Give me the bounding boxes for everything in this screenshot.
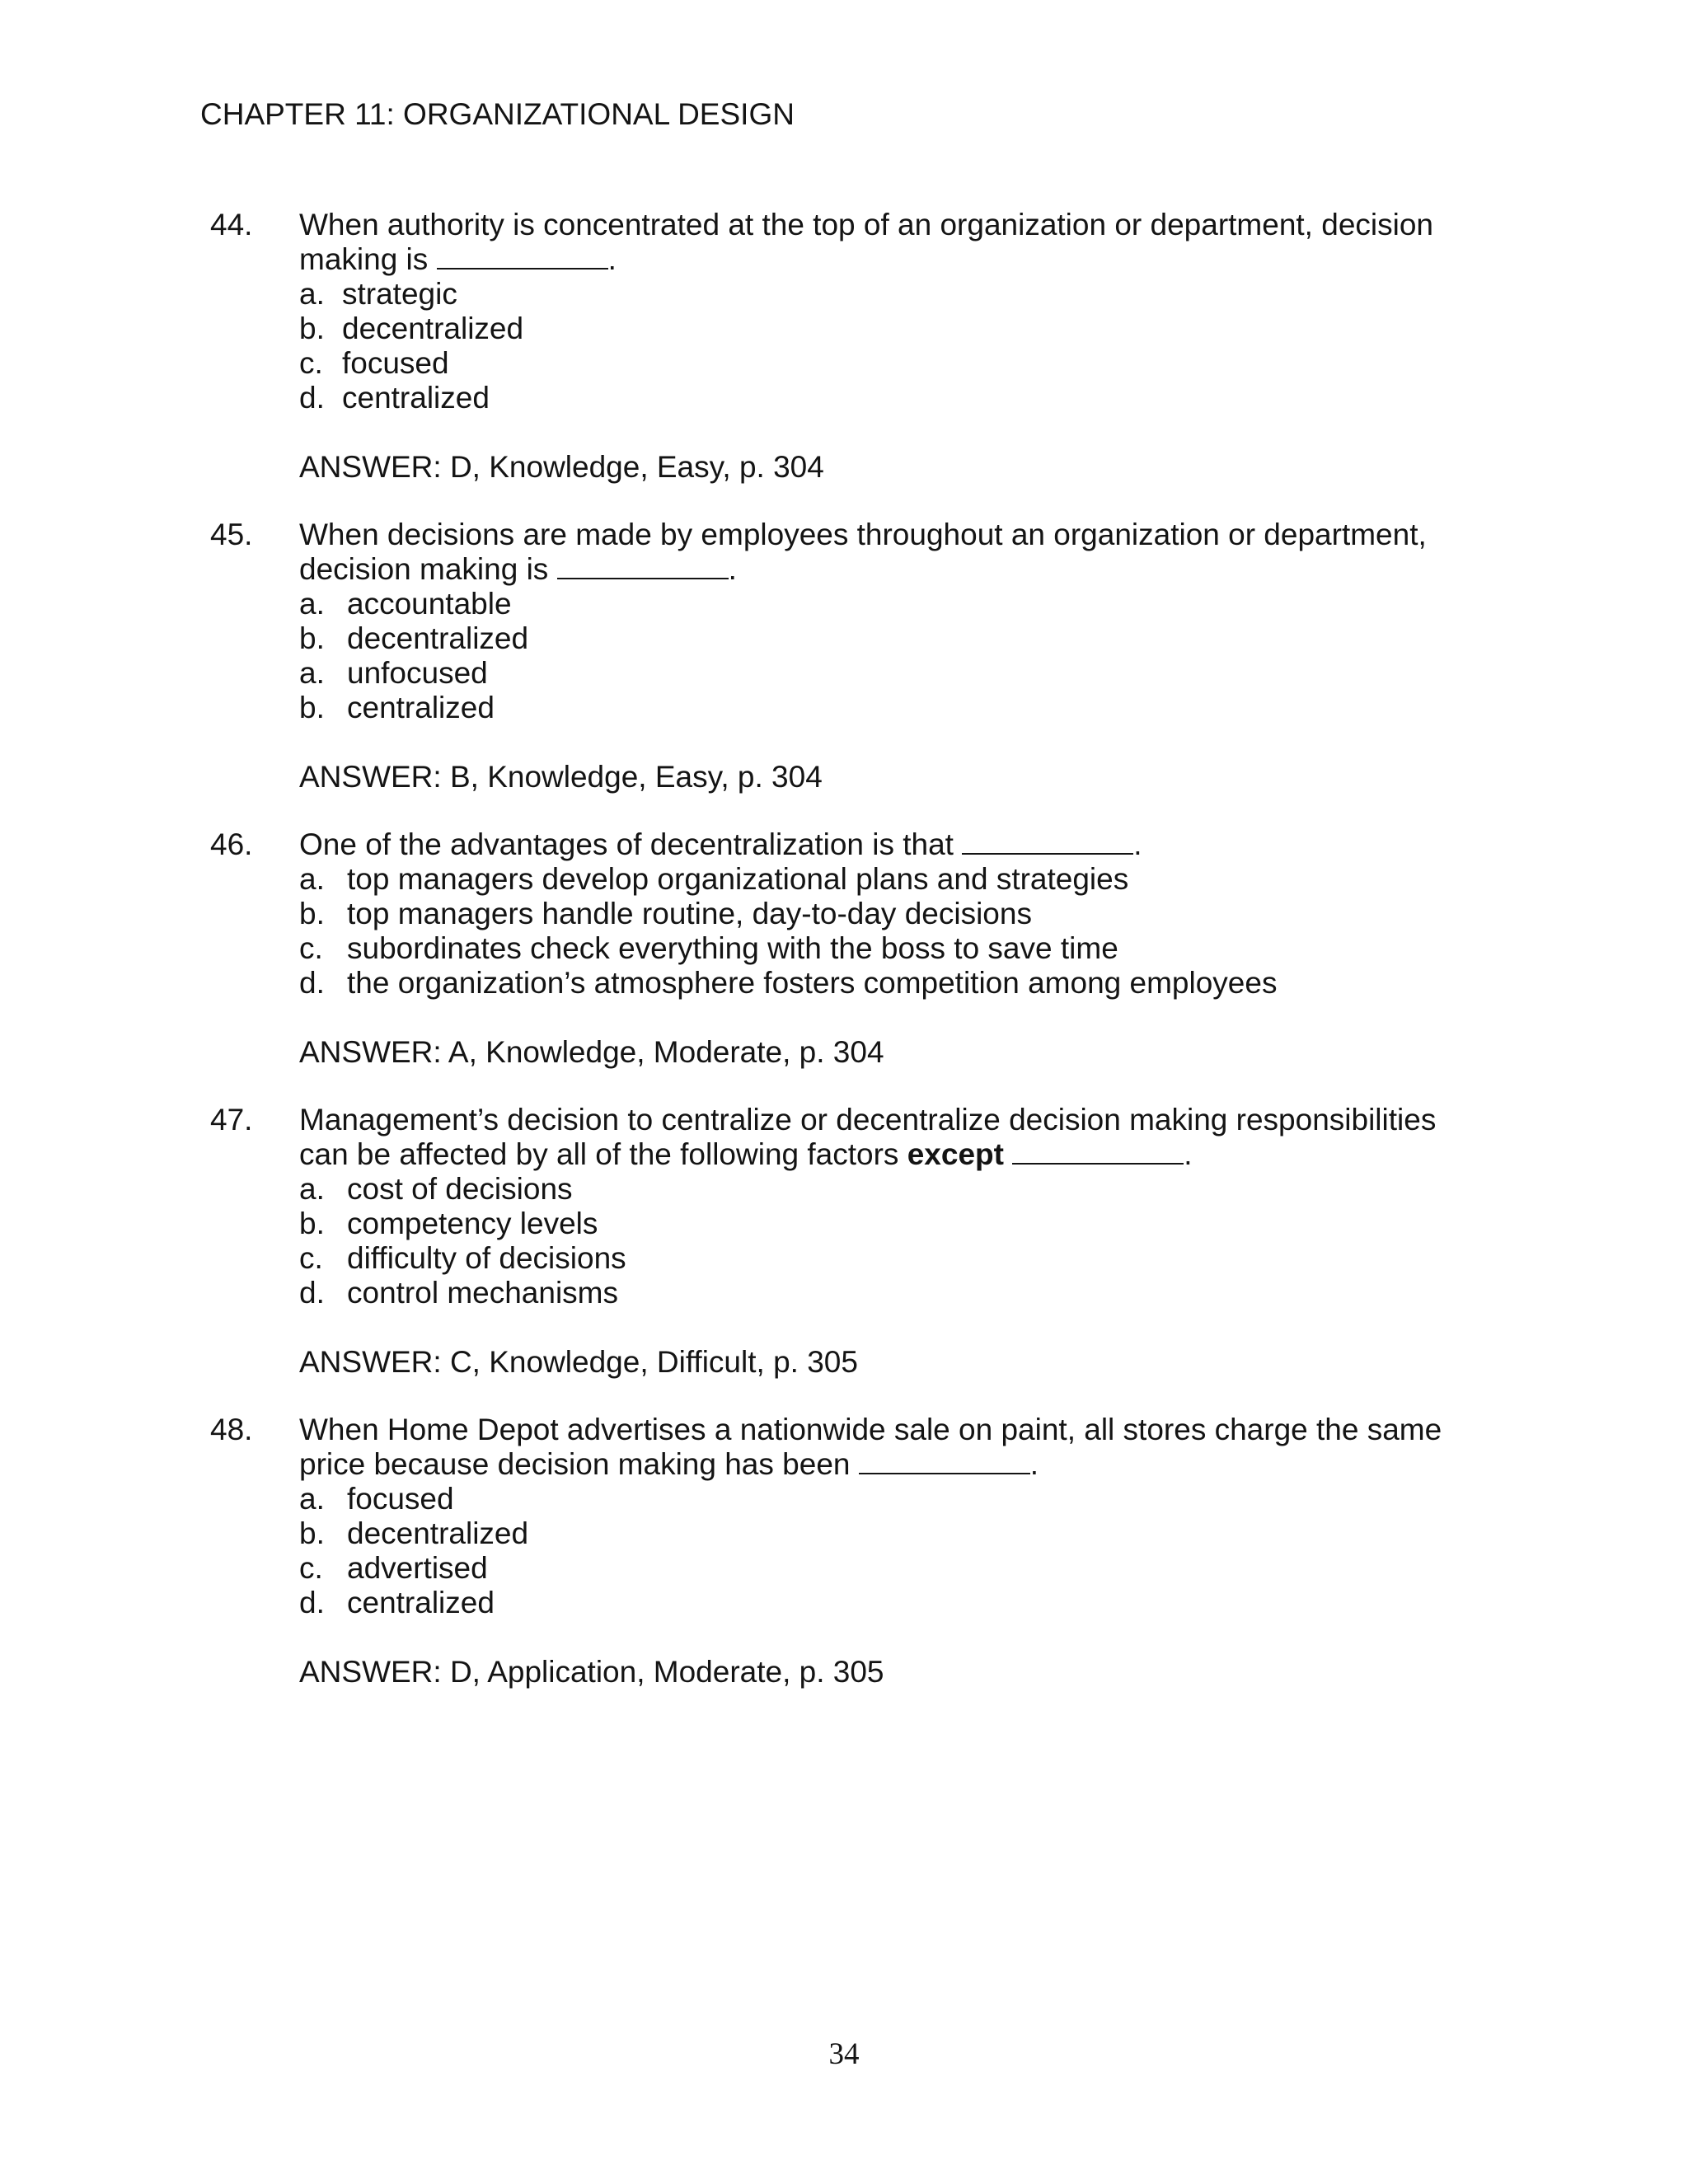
option-letter: b. xyxy=(299,691,325,724)
option-text: the organization’s atmosphere fosters competition among employees xyxy=(347,966,1278,1000)
option-letter: a. xyxy=(299,277,325,311)
chapter-title: CHAPTER 11: ORGANIZATIONAL DESIGN xyxy=(200,97,795,131)
option-text: top managers develop organizational plans and strategies xyxy=(347,862,1129,896)
option-letter: c. xyxy=(299,1551,323,1585)
option-letter: d. xyxy=(299,966,325,1000)
option-letter: a. xyxy=(299,1172,325,1206)
option-letter: c. xyxy=(299,931,323,965)
question-list xyxy=(0,208,1688,1722)
answer-blank xyxy=(557,553,729,579)
stem-text: One of the advantages of decentralization is that xyxy=(299,827,954,861)
option-text: focused xyxy=(342,346,449,380)
option-text: decentralized xyxy=(347,1516,529,1550)
option-text: decentralized xyxy=(347,621,529,655)
option-letter: b. xyxy=(299,1207,325,1240)
question-48 xyxy=(0,1413,1688,1690)
question-44 xyxy=(0,208,1688,485)
option-letter: a. xyxy=(299,587,325,621)
question-stem xyxy=(299,1413,1470,1482)
answer-blank xyxy=(437,243,608,269)
option-letter: b. xyxy=(299,621,325,655)
question-stem xyxy=(299,208,1470,277)
stem-end: . xyxy=(1029,1447,1039,1481)
stem-text: Management’s decision to centralize or decentralize decision making responsibilities can be affected by all of the following factors xyxy=(299,1103,1437,1171)
option-text: advertised xyxy=(347,1551,488,1585)
option-a xyxy=(299,862,1470,897)
option-b xyxy=(299,1516,1470,1551)
option-a xyxy=(299,1172,1470,1207)
question-46 xyxy=(0,827,1688,1070)
option-list xyxy=(299,1172,1470,1310)
option-letter: d. xyxy=(299,1586,325,1619)
option-c xyxy=(299,1551,1470,1586)
answer-key: ANSWER: B, Knowledge, Easy, p. 304 xyxy=(299,760,823,794)
option-text: unfocused xyxy=(347,656,488,690)
stem-end: . xyxy=(1184,1137,1193,1171)
question-body xyxy=(299,208,1470,485)
answer-blank xyxy=(962,828,1133,855)
question-stem xyxy=(299,1103,1470,1172)
option-letter: d. xyxy=(299,381,325,415)
option-text: centralized xyxy=(342,381,490,415)
option-text: control mechanisms xyxy=(347,1276,619,1310)
question-number: 48. xyxy=(210,1413,253,1446)
option-text: top managers handle routine, day-to-day decisions xyxy=(347,897,1032,930)
answer-key: ANSWER: D, Knowledge, Easy, p. 304 xyxy=(299,450,824,484)
question-number: 47. xyxy=(210,1103,253,1137)
option-d xyxy=(299,381,1470,415)
option-letter: b. xyxy=(299,897,325,930)
option-letter: a. xyxy=(299,862,325,896)
question-body xyxy=(299,1413,1470,1690)
option-b xyxy=(299,312,1470,346)
option-c xyxy=(299,656,1470,691)
option-a xyxy=(299,277,1470,312)
answer-key: ANSWER: C, Knowledge, Difficult, p. 305 xyxy=(299,1345,858,1379)
option-b xyxy=(299,621,1470,656)
option-text: difficulty of decisions xyxy=(347,1241,626,1275)
page-number: 34 xyxy=(828,2037,860,2071)
option-letter: b. xyxy=(299,1516,325,1550)
stem-end: . xyxy=(1133,827,1142,861)
stem-text: When authority is concentrated at the top of an organization or department, decision making is xyxy=(299,208,1433,276)
option-list xyxy=(299,277,1470,415)
option-d xyxy=(299,691,1470,725)
answer-key: ANSWER: A, Knowledge, Moderate, p. 304 xyxy=(299,1035,884,1069)
option-letter: a. xyxy=(299,656,325,690)
option-d xyxy=(299,966,1470,1001)
option-a xyxy=(299,587,1470,621)
question-stem xyxy=(299,827,1470,862)
stem-end: . xyxy=(728,552,737,586)
stem-text: When decisions are made by employees throughout an organization or department, decision making is xyxy=(299,518,1427,586)
option-text: focused xyxy=(347,1482,454,1516)
option-c xyxy=(299,346,1470,381)
stem-emphasis: except xyxy=(907,1137,1004,1171)
stem-end: . xyxy=(607,242,617,276)
option-letter: b. xyxy=(299,312,325,345)
option-list xyxy=(299,862,1470,1001)
option-letter: a. xyxy=(299,1482,325,1516)
option-text: competency levels xyxy=(347,1207,598,1240)
answer-blank xyxy=(859,1448,1030,1474)
option-text: cost of decisions xyxy=(347,1172,573,1206)
question-body xyxy=(299,827,1470,1070)
option-text: subordinates check everything with the boss to save time xyxy=(347,931,1118,965)
question-body xyxy=(299,1103,1470,1380)
option-letter: d. xyxy=(299,1276,325,1310)
option-text: decentralized xyxy=(342,312,524,345)
option-text: accountable xyxy=(347,587,512,621)
option-text: centralized xyxy=(347,1586,495,1619)
stem-text: When Home Depot advertises a nationwide sale on paint, all stores charge the same price because decision making has been xyxy=(299,1413,1442,1481)
option-b xyxy=(299,897,1470,931)
option-list xyxy=(299,587,1470,725)
option-text: centralized xyxy=(347,691,495,724)
option-d xyxy=(299,1276,1470,1310)
option-list xyxy=(299,1482,1470,1620)
question-number: 46. xyxy=(210,827,253,861)
answer-key: ANSWER: D, Application, Moderate, p. 305 xyxy=(299,1655,884,1689)
question-45 xyxy=(0,518,1688,794)
question-stem xyxy=(299,518,1470,587)
question-number: 44. xyxy=(210,208,253,241)
question-47 xyxy=(0,1103,1688,1380)
question-number: 45. xyxy=(210,518,253,551)
option-text: strategic xyxy=(342,277,457,311)
option-letter: c. xyxy=(299,1241,323,1275)
option-b xyxy=(299,1207,1470,1241)
option-d xyxy=(299,1586,1470,1620)
option-a xyxy=(299,1482,1470,1516)
option-c xyxy=(299,1241,1470,1276)
option-c xyxy=(299,931,1470,966)
option-letter: c. xyxy=(299,346,323,380)
question-body xyxy=(299,518,1470,794)
answer-blank xyxy=(1012,1138,1184,1165)
